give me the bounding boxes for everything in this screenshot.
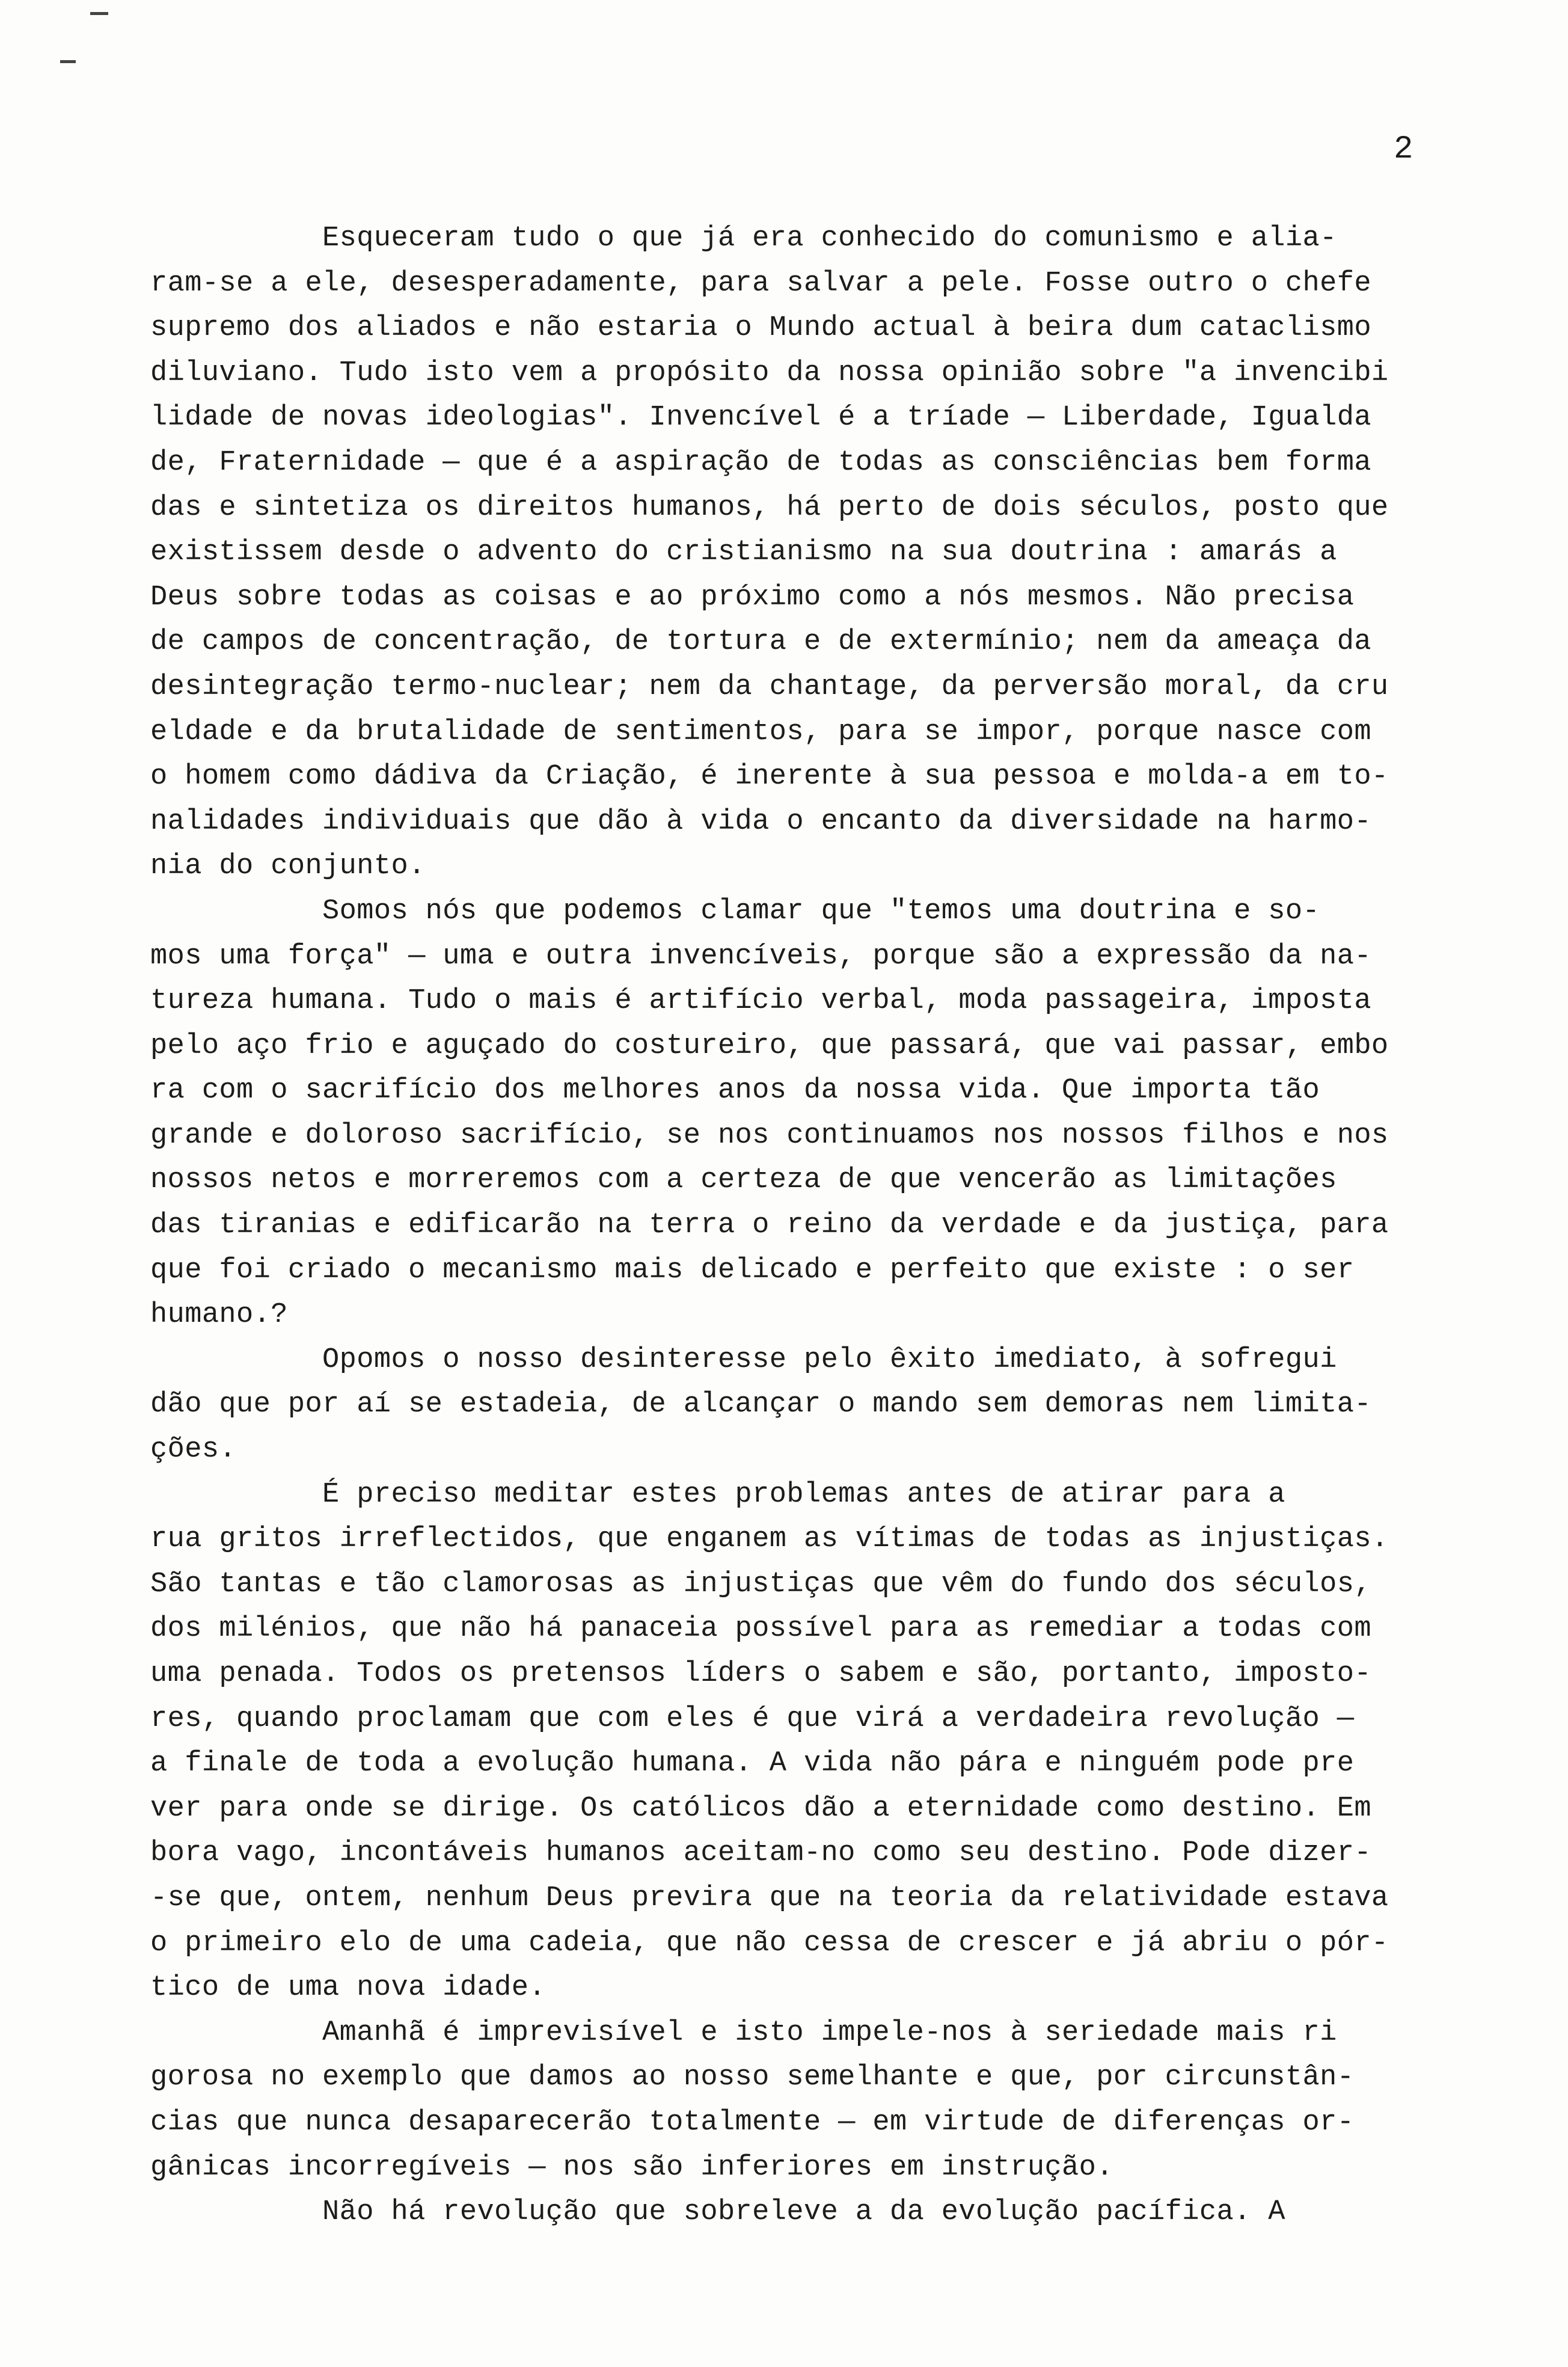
scan-mark — [60, 60, 76, 63]
text-line: mos uma força" — uma e outra invencíveis, porque são a expressão da na- — [150, 940, 1371, 972]
text-line: lidade de novas ideologias". Invencível é a tríade — Liberdade, Igualda — [150, 402, 1371, 434]
text-line: pelo aço frio e aguçado do costureiro, que passará, que vai passar, embo — [150, 1030, 1389, 1062]
text-line: Não há revolução que sobreleve a da evolução pacífica. A — [150, 2196, 1285, 2229]
text-line: dos milénios, que não há panaceia possível para as remediar a todas com — [150, 1613, 1371, 1645]
text-line: das tiranias e edificarão na terra o reino da verdade e da justiça, para — [150, 1209, 1389, 1242]
text-line: das e sintetiza os direitos humanos, há perto de dois séculos, posto que — [150, 491, 1389, 524]
text-line: ram-se a ele, desesperadamente, para salvar a pele. Fosse outro o chefe — [150, 267, 1371, 299]
text-line: supremo dos aliados e não estaria o Mundo actual à beira dum cataclismo — [150, 312, 1371, 345]
text-line: Amanhã é imprevisível e isto impele-nos à seriedade mais ri — [150, 2016, 1337, 2049]
text-line: Esqueceram tudo o que já era conhecido do comunismo e alia- — [150, 223, 1337, 254]
text-line: São tantas e tão clamorosas as injustiças que vêm do fundo dos séculos, — [150, 1568, 1371, 1600]
text-line: o primeiro elo de uma cadeia, que não cessa de crescer e já abriu o pór- — [150, 1927, 1389, 1959]
text-line: tureza humana. Tudo o mais é artifício verbal, moda passageira, imposta — [150, 985, 1371, 1018]
text-line: o homem como dádiva da Criação, é inerente à sua pessoa e molda-a em to- — [150, 761, 1389, 793]
text-line: uma penada. Todos os pretensos líders o sabem e são, portanto, imposto- — [150, 1658, 1371, 1690]
text-line: existissem desde o advento do cristianismo na sua doutrina : amarás a — [150, 536, 1337, 569]
text-line: humano.? — [150, 1299, 288, 1331]
text-line: de, Fraternidade — que é a aspiração de todas as consciências bem forma — [150, 446, 1371, 479]
text-line: res, quando proclamam que com eles é que virá a verdadeira revolução — — [150, 1702, 1355, 1735]
text-line: rua gritos irreflectidos, que enganem as vítimas de todas as injustiças. — [150, 1523, 1389, 1556]
text-line: nalidades individuais que dão à vida o encanto da diversidade na harmo- — [150, 805, 1371, 838]
body-text — [150, 216, 1479, 2235]
text-line: Opomos o nosso desinteresse pelo êxito imediato, à sofregui — [150, 1343, 1337, 1376]
text-line: -se que, ontem, nenhum Deus previra que na teoria da relatividade estava — [150, 1882, 1389, 1914]
text-line: grande e doloroso sacrifício, se nos continuamos nos nossos filhos e nos — [150, 1119, 1389, 1152]
text-line: a finale de toda a evolução humana. A vida não pára e ninguém pode pre — [150, 1748, 1355, 1780]
text-line: ver para onde se dirige. Os católicos dão a eternidade como destino. Em — [150, 1792, 1371, 1825]
scan-mark — [90, 12, 108, 15]
text-line: gorosa no exemplo que damos ao nosso semelhante e que, por circunstân- — [150, 2062, 1355, 2094]
text-line: eldade e da brutalidade de sentimentos, para se impor, porque nasce com — [150, 716, 1371, 748]
text-line: Somos nós que podemos clamar que "temos uma doutrina e so- — [150, 895, 1320, 927]
text-line: cias que nunca desaparecerão totalmente — em virtude de diferenças or- — [150, 2106, 1355, 2138]
text-line: Deus sobre todas as coisas e ao próximo como a nós mesmos. Não precisa — [150, 581, 1355, 613]
text-line: nossos netos e morreremos com a certeza de que vencerão as limitações — [150, 1164, 1337, 1197]
text-line: gânicas incorregíveis — nos são inferiores em instrução. — [150, 2151, 1113, 2184]
text-line: nia do conjunto. — [150, 850, 426, 883]
text-line: ções. — [150, 1434, 237, 1466]
text-line: bora vago, incontáveis humanos aceitam-no como seu destino. Pode dizer- — [150, 1837, 1371, 1870]
text-line: tico de uma nova idade. — [150, 1972, 546, 2004]
text-line: diluviano. Tudo isto vem a propósito da nossa opinião sobre "a invencibi — [150, 357, 1389, 389]
text-line: que foi criado o mecanismo mais delicado e perfeito que existe : o ser — [150, 1254, 1355, 1286]
text-line: de campos de concentração, de tortura e de extermínio; nem da ameaça da — [150, 626, 1371, 659]
text-line: É preciso meditar estes problemas antes de atirar para a — [150, 1478, 1285, 1511]
text-line: desintegração termo-nuclear; nem da chantage, da perversão moral, da cru — [150, 671, 1389, 703]
page-number: 2 — [1394, 131, 1413, 168]
text-line: ra com o sacrifício dos melhores anos da nossa vida. Que importa tão — [150, 1075, 1320, 1107]
text-line: dão que por aí se estadeia, de alcançar o mando sem demoras nem limita- — [150, 1389, 1371, 1421]
